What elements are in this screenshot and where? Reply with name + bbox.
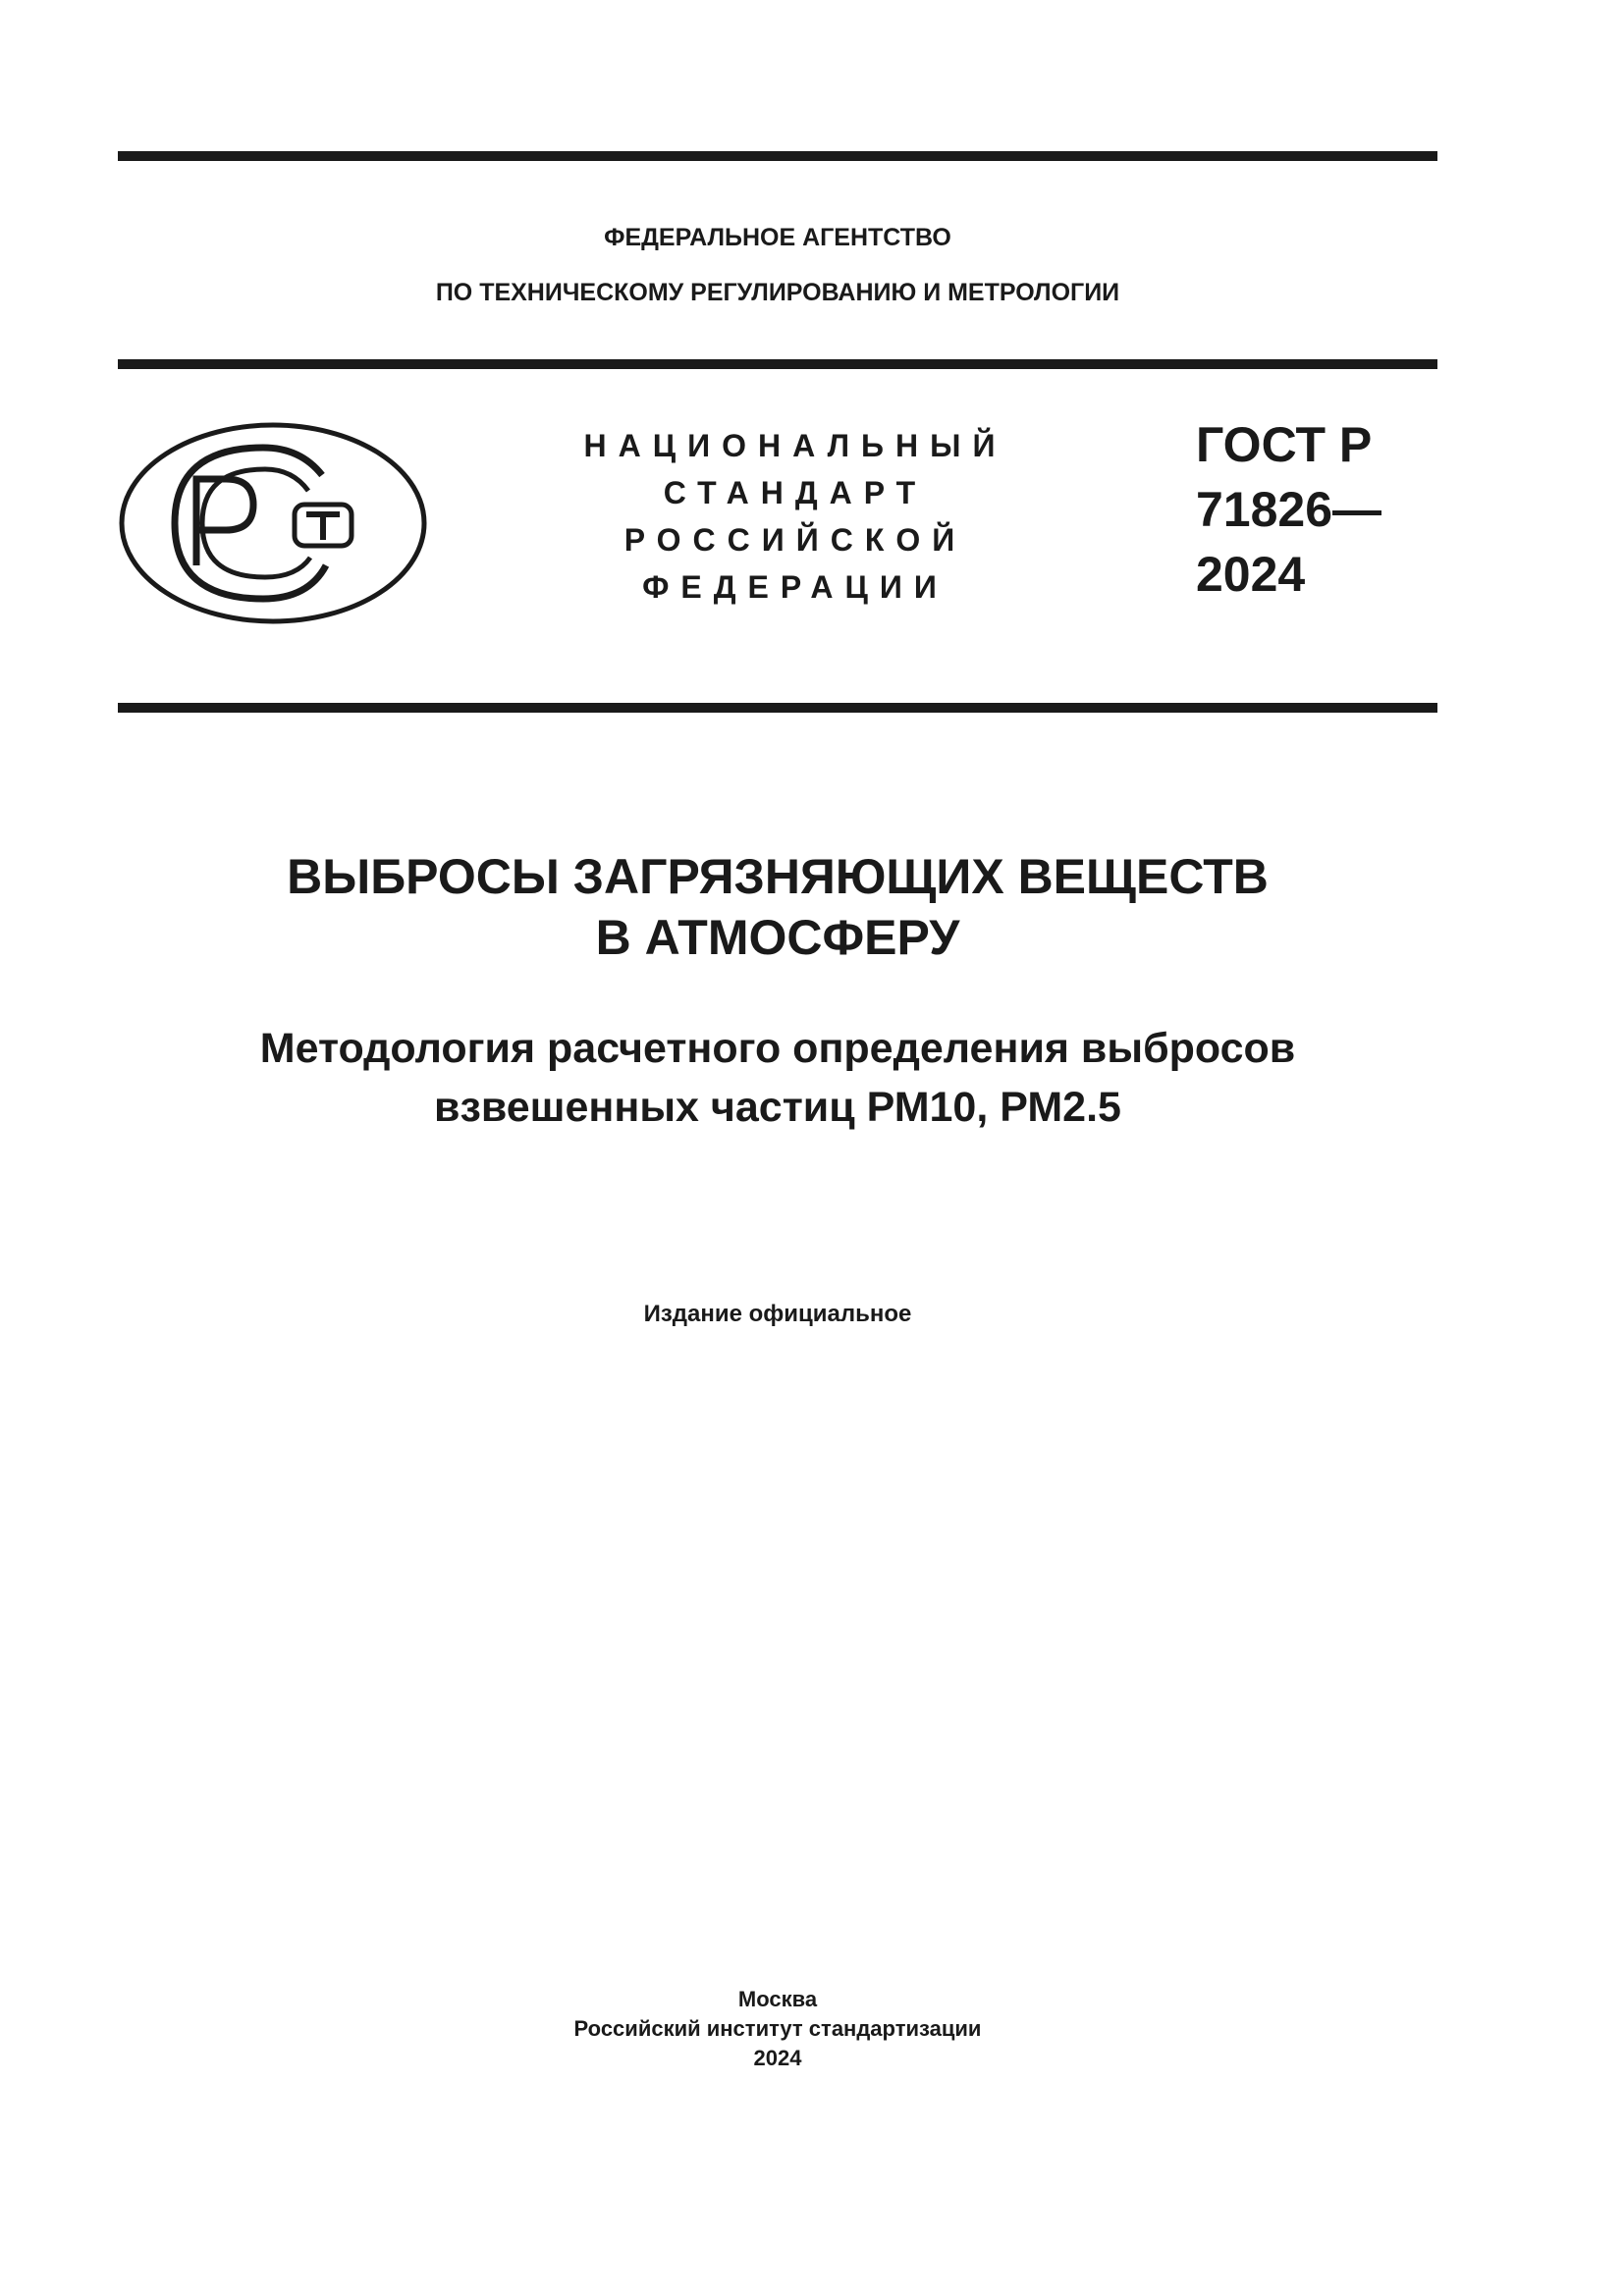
standard-type	[550, 422, 1041, 611]
title-line-1: ВЫБРОСЫ ЗАГРЯЗНЯЮЩИХ ВЕЩЕСТВ	[287, 849, 1269, 904]
imprint-city: Москва	[737, 1987, 818, 2011]
subtitle-line-2: взвешенных частиц РМ10, РМ2.5	[434, 1084, 1121, 1131]
edition-label: Издание официальное	[643, 1301, 912, 1327]
imprint-year: 2024	[753, 2046, 802, 2070]
document-subtitle	[118, 1019, 1437, 1137]
imprint	[118, 1985, 1437, 2073]
document-title	[118, 846, 1437, 968]
agency-line-2: ПО ТЕХНИЧЕСКОМУ РЕГУЛИРОВАНИЮ И МЕТРОЛОГИИ	[435, 279, 1120, 306]
rst-logo-icon	[116, 418, 430, 628]
designation-line-2: 71826—	[1196, 482, 1382, 537]
agency-line-1: ФЕДЕРАЛЬНОЕ АГЕНТСТВО	[604, 224, 951, 251]
standard-designation	[1196, 412, 1381, 607]
header-divider-rule	[118, 359, 1437, 369]
agency-header	[118, 218, 1437, 328]
title-line-2: В АТМОСФЕРУ	[595, 910, 960, 965]
standard-type-line-4: ФЕДЕРАЦИИ	[642, 569, 948, 605]
imprint-publisher: Российский институт стандартизации	[573, 2016, 982, 2041]
standard-type-line-2: СТАНДАРТ	[663, 475, 928, 510]
top-rule	[118, 151, 1437, 161]
subtitle-line-1: Методология расчетного определения выбросов	[259, 1025, 1296, 1072]
designation-line-1: ГОСТ Р	[1196, 417, 1373, 472]
standard-type-line-1: НАЦИОНАЛЬНЫЙ	[583, 428, 1007, 463]
standard-type-line-3: РОССИЙСКОЙ	[623, 522, 967, 558]
logo-block-divider-rule	[118, 703, 1437, 713]
designation-line-3: 2024	[1196, 547, 1306, 602]
